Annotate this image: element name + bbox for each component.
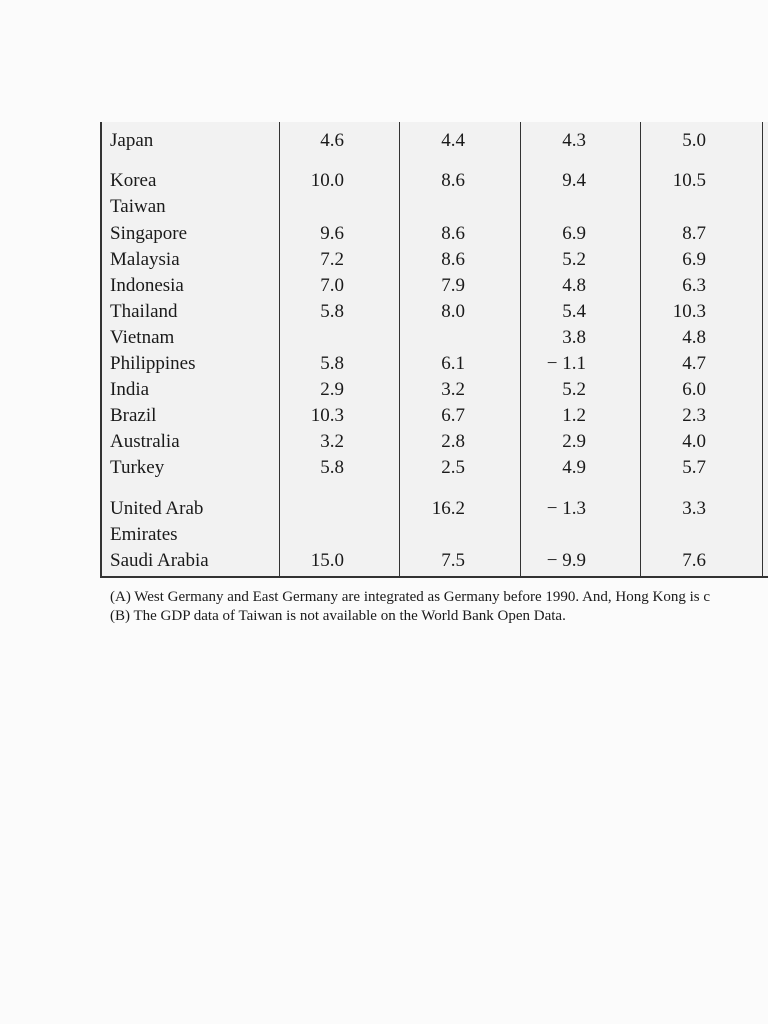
- value-cell: 16.2: [431, 498, 465, 519]
- value-cell: 8.0: [441, 301, 465, 322]
- value-cell: − 1.3: [546, 498, 586, 519]
- table-notes: [110, 588, 710, 626]
- value-cell: 5.4: [562, 301, 586, 322]
- value-cell: 10.0: [310, 170, 344, 191]
- note-a: (A) West Germany and East Germany are integrated as Germany before 1990. And, Hong Kong is c: [110, 589, 710, 605]
- country-name: Indonesia: [110, 275, 184, 296]
- value-cell: 5.8: [320, 353, 344, 374]
- value-cell: 1.2: [562, 405, 586, 426]
- value-cell: 5.2: [562, 379, 586, 400]
- country-name: Philippines: [110, 353, 196, 374]
- country-name: India: [110, 379, 150, 400]
- value-cell: 8.6: [441, 223, 465, 244]
- value-cell: 2.3: [682, 405, 706, 426]
- value-cell: 9.4: [562, 170, 586, 191]
- country-name: Taiwan: [110, 196, 166, 217]
- value-cell: − 9.9: [546, 550, 586, 571]
- country-name: Brazil: [110, 405, 157, 426]
- value-cell: 4.8: [682, 327, 706, 348]
- value-cell: 8.6: [441, 170, 465, 191]
- value-cell: 4.6: [320, 130, 344, 151]
- country-name: Vietnam: [110, 327, 175, 348]
- value-cell: 9.6: [320, 223, 344, 244]
- value-cell: 3.3: [682, 498, 706, 519]
- value-cell: 7.5: [441, 550, 465, 571]
- value-cell: 5.8: [320, 301, 344, 322]
- value-cell: − 1.1: [546, 353, 586, 374]
- value-cell: 10.5: [672, 170, 706, 191]
- value-cell: 10.3: [672, 301, 706, 322]
- value-cell: 6.7: [441, 405, 465, 426]
- country-name: Turkey: [110, 457, 165, 478]
- value-cell: 4.3: [562, 130, 586, 151]
- value-cell: 2.9: [320, 379, 344, 400]
- value-cell: 4.8: [562, 275, 586, 296]
- value-cell: 5.0: [682, 130, 706, 151]
- country-name: Malaysia: [110, 249, 180, 270]
- value-cell: 7.0: [320, 275, 344, 296]
- value-cell: 3.8: [562, 327, 586, 348]
- country-name: Korea: [110, 170, 157, 191]
- note-b: (B) The GDP data of Taiwan is not available on the World Bank Open Data.: [110, 608, 566, 624]
- country-name: United Arab: [110, 498, 204, 519]
- value-cell: 2.8: [441, 431, 465, 452]
- value-cell: 2.9: [562, 431, 586, 452]
- country-name: Thailand: [110, 301, 178, 322]
- value-cell: 10.3: [310, 405, 344, 426]
- country-name: Singapore: [110, 223, 188, 244]
- value-cell: 15.0: [310, 550, 344, 571]
- column-divider: [762, 122, 763, 576]
- value-cell: 5.8: [320, 457, 344, 478]
- value-cell: 4.4: [441, 130, 465, 151]
- value-cell: 6.9: [562, 223, 586, 244]
- value-cell: 5.7: [682, 457, 706, 478]
- value-cell: 2.5: [441, 457, 465, 478]
- value-cell: 4.0: [682, 431, 706, 452]
- value-cell: 3.2: [320, 431, 344, 452]
- value-cell: 3.2: [441, 379, 465, 400]
- country-name: Japan: [110, 130, 154, 151]
- value-cell: 5.2: [562, 249, 586, 270]
- country-name: Emirates: [110, 524, 178, 545]
- gdp-growth-table: [100, 122, 768, 578]
- value-cell: 7.2: [320, 249, 344, 270]
- value-cell: 7.6: [682, 550, 706, 571]
- value-cell: 6.1: [441, 353, 465, 374]
- value-cell: 7.9: [441, 275, 465, 296]
- value-cell: 6.0: [682, 379, 706, 400]
- value-cell: 4.9: [562, 457, 586, 478]
- country-name: Australia: [110, 431, 180, 452]
- value-cell: 6.9: [682, 249, 706, 270]
- value-cell: 6.3: [682, 275, 706, 296]
- value-cell: 8.6: [441, 249, 465, 270]
- value-cell: 4.7: [682, 353, 706, 374]
- country-name: Saudi Arabia: [110, 550, 209, 571]
- value-cell: 8.7: [682, 223, 706, 244]
